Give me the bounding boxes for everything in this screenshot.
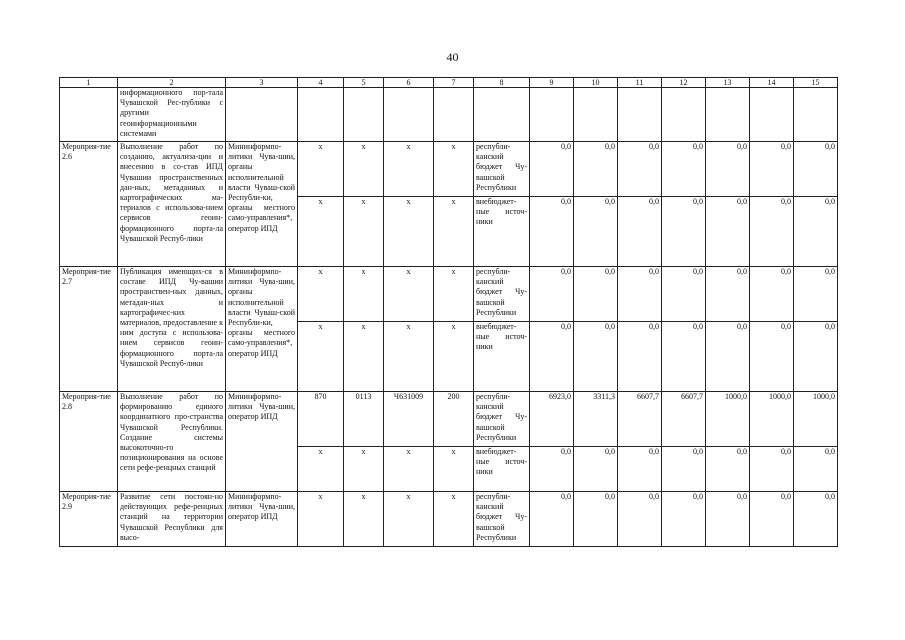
value-cell: 0,0 [750,197,794,267]
value-cell: 0,0 [574,142,618,197]
value-cell: 0,0 [794,322,838,392]
code-cell: х [384,267,434,322]
activity-id-cell: Мероприя-тие 2.8 [60,392,118,492]
value-cell: 0,0 [662,267,706,322]
activity-id-cell: Мероприя-тие 2.9 [60,492,118,547]
code-cell: х [434,142,474,197]
value-cell: 0,0 [794,142,838,197]
column-header: 1 [60,78,118,88]
value-cell: 0,0 [530,492,574,547]
code-cell: х [344,197,384,267]
funding-source-cell: внебюджет-ные источ-ники [474,447,530,492]
code-cell: х [344,267,384,322]
column-header: 8 [474,78,530,88]
responsible-cell: Мининформпо-литики Чува-шии, органы исполнительной власти Чуваш-ской Республи-ки, органы местного само-управления*, оператор ИПД [226,267,298,392]
value-cell: 0,0 [706,267,750,322]
funding-source-cell: республи-канский бюджет Чу-вашской Республики [474,267,530,322]
value-cell: 0,0 [618,322,662,392]
column-header: 6 [384,78,434,88]
code-cell: х [384,197,434,267]
value-cell: 0,0 [794,197,838,267]
value-cell: 0,0 [574,267,618,322]
description-cell: Развитие сети постоян-но действующих рефе-ренцных станций на территории Чувашской Республики для высо- [118,492,226,547]
code-cell: х [434,322,474,392]
code-cell: х [298,322,344,392]
column-header: 4 [298,78,344,88]
column-header: 10 [574,78,618,88]
responsible-cell: Мининформпо-литики Чува-шии, оператор ИПД [226,392,298,492]
value-cell: 0,0 [706,492,750,547]
funding-source-cell: республи-канский бюджет Чу-вашской Республики [474,492,530,547]
table-row [60,492,838,547]
funding-source-cell: республи-канский бюджет Чу-вашской Республики [474,142,530,197]
code-cell: 870 [298,392,344,447]
value-cell: 6607,7 [662,392,706,447]
description-cell: информационного пор-тала Чувашской Рес-публики с другими геоинформационными системами [118,88,226,142]
responsible-cell: Мининформпо-литики Чува-шии, оператор ИПД [226,492,298,547]
value-cell: 0,0 [706,142,750,197]
value-cell: 0,0 [662,197,706,267]
value-cell: 0,0 [574,447,618,492]
code-cell: х [434,492,474,547]
value-cell: 0,0 [662,142,706,197]
column-header: 15 [794,78,838,88]
code-cell: х [344,492,384,547]
value-cell: 0,0 [618,267,662,322]
header-row [60,78,838,88]
description-cell: Выполнение работ по созданию, актуализа-ции и внесению в со-став ИПД Чувашии пространственных дан-ных, метаданных и картографических ма-териалов с использова-нием сервисов геоин-формационного порта-ла Чувашской Респуб-лики [118,142,226,267]
column-header: 14 [750,78,794,88]
table-row [60,142,838,197]
funding-source-cell: республи-канский бюджет Чу-вашской Республики [474,392,530,447]
table-row [60,267,838,322]
value-cell: 0,0 [574,197,618,267]
value-cell: 0,0 [750,142,794,197]
code-cell: х [434,447,474,492]
value-cell: 0,0 [530,142,574,197]
page-number: 40 [446,50,459,64]
column-header: 12 [662,78,706,88]
code-cell: х [298,142,344,197]
code-cell: х [298,197,344,267]
value-cell: 0,0 [574,492,618,547]
value-cell: 0,0 [706,197,750,267]
code-cell: х [344,322,384,392]
responsible-cell: Мининформпо-литики Чува-шии, органы исполнительной власти Чуваш-ской Республи-ки, органы местного само-управления*, оператор ИПД [226,142,298,267]
value-cell: 1000,0 [750,392,794,447]
code-cell: х [384,142,434,197]
value-cell: 6923,0 [530,392,574,447]
column-header: 9 [530,78,574,88]
description-cell: Публикация имеющих-ся в составе ИПД Чу-вашии пространствен-ных данных, метадан-ных и картографичес-ких материалов, предоставление к ним доступа с использова-нием сервисов геоин-формационного порта-ла Чувашской Респуб-лики [118,267,226,392]
description-cell: Выполнение работ по формированию единого координатного про-странства Чувашской Республики. Создание системы высокоточно-го позиционирования на основе сети рефе-ренцных станций [118,392,226,492]
funding-source-cell: внебюджет-ные источ-ники [474,197,530,267]
value-cell: 0,0 [794,447,838,492]
value-cell: 0,0 [574,322,618,392]
code-cell: Ч631009 [384,392,434,447]
value-cell: 1000,0 [794,392,838,447]
value-cell: 1000,0 [706,392,750,447]
column-header: 7 [434,78,474,88]
column-header: 5 [344,78,384,88]
value-cell: 3311,3 [574,392,618,447]
value-cell: 0,0 [618,142,662,197]
code-cell: х [434,197,474,267]
value-cell: 0,0 [750,492,794,547]
code-cell: х [384,447,434,492]
column-header: 13 [706,78,750,88]
value-cell: 0,0 [662,447,706,492]
code-cell: х [344,447,384,492]
value-cell: 6607,7 [618,392,662,447]
code-cell: х [434,267,474,322]
code-cell: х [344,142,384,197]
code-cell: 200 [434,392,474,447]
table-row-continuation [60,88,838,142]
value-cell: 0,0 [750,322,794,392]
value-cell: 0,0 [618,492,662,547]
value-cell: 0,0 [794,267,838,322]
value-cell: 0,0 [530,447,574,492]
table-row [60,392,838,447]
value-cell: 0,0 [662,492,706,547]
code-cell: 0113 [344,392,384,447]
budget-table [59,77,838,547]
code-cell: х [384,492,434,547]
value-cell: 0,0 [530,267,574,322]
value-cell: 0,0 [706,322,750,392]
value-cell: 0,0 [530,197,574,267]
value-cell: 0,0 [662,322,706,392]
value-cell: 0,0 [618,197,662,267]
code-cell: х [384,322,434,392]
value-cell: 0,0 [750,447,794,492]
code-cell: х [298,492,344,547]
activity-id-cell: Мероприя-тие 2.6 [60,142,118,267]
value-cell: 0,0 [750,267,794,322]
column-header: 3 [226,78,298,88]
activity-id-cell: Мероприя-тие 2.7 [60,267,118,392]
code-cell: х [298,447,344,492]
value-cell: 0,0 [618,447,662,492]
column-header: 11 [618,78,662,88]
value-cell: 0,0 [706,447,750,492]
code-cell: х [298,267,344,322]
column-header: 2 [118,78,226,88]
funding-source-cell: внебюджет-ные источ-ники [474,322,530,392]
value-cell: 0,0 [530,322,574,392]
value-cell: 0,0 [794,492,838,547]
